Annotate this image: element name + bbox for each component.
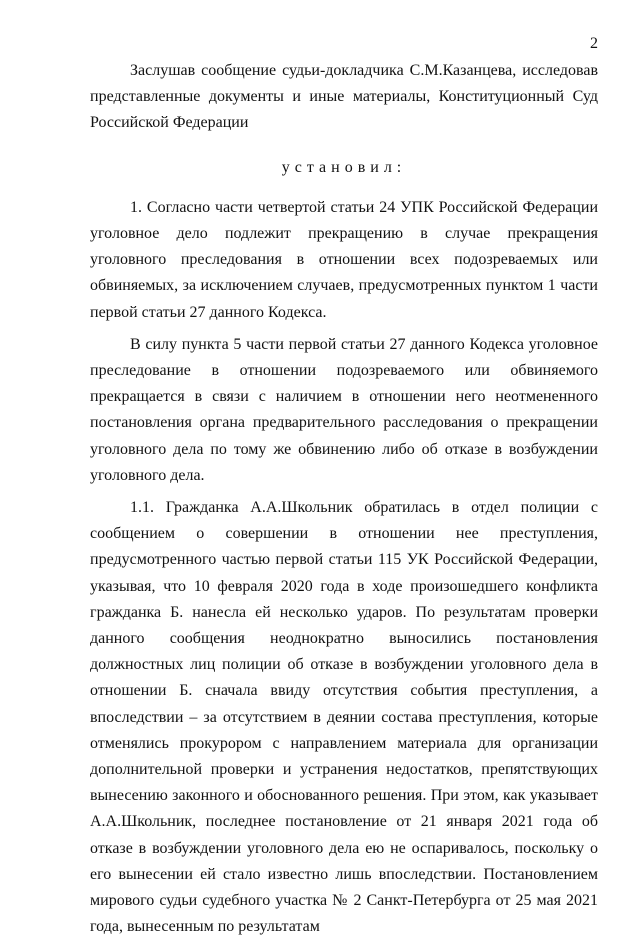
paragraph-case-facts: 1.1. Гражданка А.А.Школьник обратилась в отдел полиции с сообщением о совершении в отношении нее преступления, предусмотренного частью первой статьи 115 УК Российской Федерации, указывая, что 10 февраля 2020 года в ходе произошедшего конфликта гражданка Б. нанесла ей несколько ударов. По результатам проверки данного сообщения неоднократно выносились постановления должностных лиц полиции об отказе в возбуждении уголовного дела в отношении Б. сначала ввиду отсутствия события преступления, а впоследствии – за отсутствием в деянии состава преступления, которые отменялись прокурором с направлением материала для организации дополнительной проверки и устранения недостатков, препятствующих вынесению законного и обоснованного решения. При этом, как указывает А.А.Школьник, последнее постановление от 21 января 2021 года об отказе в возбуждении уголовного дела ею не оспаривалось, поскольку о его вынесении ей стало известно лишь впоследствии. Постановлением мирового судьи судебного участка № 2 Санкт-Петербурга от 25 мая 2021 года, вынесенным по результатам: [90, 499, 598, 936]
section-heading: установил:: [281, 158, 407, 176]
paragraph-article-27: В силу пункта 5 части первой статьи 27 данного Кодекса уголовное преследование в отношении подозреваемого или обвиняемого прекращается в связи с наличием в отношении него неотмененного постановления органа предварительного расследования о прекращении уголовного дела по тому же обвинению либо об отказе в возбуждении уголовного дела.: [90, 335, 598, 484]
document-body: [90, 58, 598, 941]
page-number: 2: [590, 35, 598, 52]
paragraph-article-24: 1. Согласно части четвертой статьи 24 УПК Российской Федерации уголовное дело подлежит прекращению в случае прекращения уголовного преследования в отношении всех подозреваемых или обвиняемых, за исключением случаев, предусмотренных пунктом 1 части первой статьи 27 данного Кодекса.: [90, 198, 598, 321]
intro-paragraph: Заслушав сообщение судьи-докладчика С.М.Казанцева, исследовав представленные документы и иные материалы, Конституционный Суд Российской Федерации: [90, 62, 598, 132]
